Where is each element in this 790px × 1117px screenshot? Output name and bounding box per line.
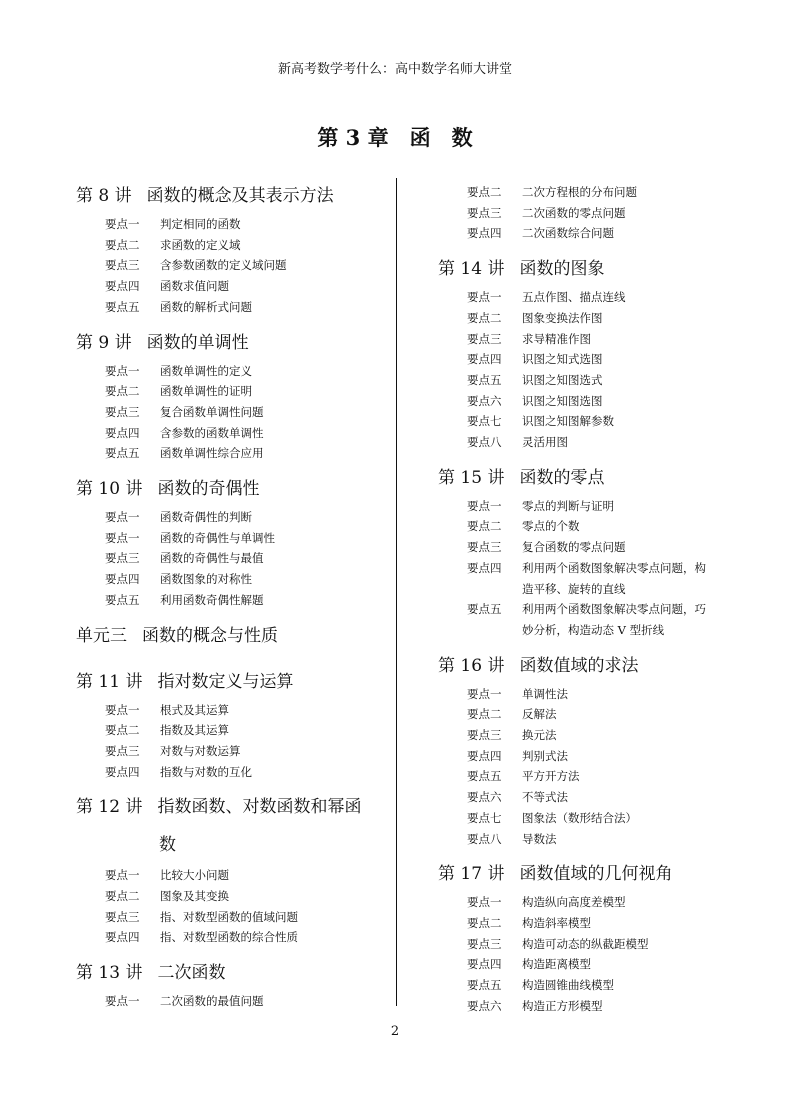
lecture-section <box>438 652 758 857</box>
key-point-item[interactable] <box>438 537 758 558</box>
key-point-text: 利用两个函数图象解决零点问题，巧 <box>522 602 706 617</box>
lecture-title: 函数的图象 <box>519 259 605 280</box>
key-point-item[interactable] <box>438 411 758 432</box>
key-point-label: 要点四 <box>105 425 140 440</box>
section-gap <box>76 782 386 789</box>
lecture-title-continuation: 数 <box>159 835 176 856</box>
section-gap <box>438 849 758 856</box>
key-point-item[interactable] <box>76 214 386 235</box>
key-points-list <box>438 287 758 453</box>
key-point-item[interactable] <box>438 746 758 767</box>
lecture-heading[interactable] <box>438 255 758 283</box>
key-point-item[interactable] <box>76 907 386 928</box>
lecture-number: 第 14 讲 <box>438 259 505 280</box>
lecture-section <box>76 475 386 618</box>
key-points-list <box>76 991 386 1012</box>
lecture-section <box>76 793 386 955</box>
key-point-text: 函数的奇偶性与最值 <box>160 551 264 566</box>
key-point-item[interactable] <box>76 528 386 549</box>
key-point-continuation <box>438 579 758 600</box>
key-point-continuation <box>438 620 758 641</box>
key-point-item[interactable] <box>76 297 386 318</box>
key-point-item[interactable] <box>438 996 758 1017</box>
key-point-label: 要点四 <box>105 279 140 294</box>
key-point-item[interactable] <box>438 808 758 829</box>
key-point-label: 要点三 <box>105 909 140 924</box>
key-point-item[interactable] <box>438 391 758 412</box>
key-point-item[interactable] <box>438 684 758 705</box>
key-point-item[interactable] <box>76 741 386 762</box>
key-point-label: 要点三 <box>467 728 502 743</box>
key-point-item[interactable] <box>438 913 758 934</box>
key-point-item[interactable] <box>438 934 758 955</box>
key-point-item[interactable] <box>76 235 386 256</box>
key-points-list <box>438 496 758 641</box>
key-point-item[interactable] <box>438 787 758 808</box>
key-point-text: 换元法 <box>522 728 557 743</box>
key-point-item[interactable] <box>438 370 758 391</box>
key-point-item[interactable] <box>76 590 386 611</box>
key-point-item[interactable] <box>438 182 758 203</box>
lecture-number: 第 8 讲 <box>76 186 132 206</box>
lecture-section <box>76 668 386 790</box>
right-column <box>438 182 758 1021</box>
key-point-text: 识图之知图选图 <box>522 393 603 408</box>
key-point-text: 识图之知图解参数 <box>522 414 614 429</box>
key-point-text: 函数求值问题 <box>160 279 229 294</box>
key-point-item[interactable] <box>76 569 386 590</box>
key-point-label: 要点八 <box>467 435 502 450</box>
key-point-label: 要点二 <box>105 723 140 738</box>
key-points-list <box>438 684 758 850</box>
key-point-label: 要点七 <box>467 810 502 825</box>
key-points-list <box>76 865 386 948</box>
key-point-label: 要点三 <box>467 936 502 951</box>
key-point-item[interactable] <box>76 886 386 907</box>
key-point-text: 根式及其运算 <box>160 702 229 717</box>
key-point-label: 要点一 <box>105 702 140 717</box>
key-point-item[interactable] <box>438 496 758 517</box>
key-point-item[interactable] <box>76 991 386 1012</box>
key-point-label: 要点二 <box>105 889 140 904</box>
key-points-list <box>76 700 386 783</box>
key-point-text: 函数的解析式问题 <box>160 299 252 314</box>
key-point-label: 要点五 <box>105 299 140 314</box>
lecture-heading[interactable] <box>76 622 386 650</box>
key-point-label: 要点五 <box>105 592 140 607</box>
lecture-number: 第 15 讲 <box>438 467 505 488</box>
key-point-item[interactable] <box>438 725 758 746</box>
key-point-label: 要点三 <box>105 743 140 758</box>
lecture-title: 函数的单调性 <box>146 332 249 353</box>
lecture-title: 函数的奇偶性 <box>157 479 260 500</box>
key-point-item[interactable] <box>76 762 386 783</box>
section-gap <box>438 244 758 251</box>
lecture-section <box>76 182 386 325</box>
lecture-section <box>76 959 386 1012</box>
lecture-heading[interactable] <box>438 860 758 888</box>
key-point-text: 构造圆锥曲线模型 <box>522 978 614 993</box>
key-points-list <box>76 214 386 318</box>
key-point-label: 要点四 <box>467 560 502 575</box>
key-point-label: 要点二 <box>105 384 140 399</box>
lecture-title: 函数的概念与性质 <box>142 625 278 646</box>
key-point-item[interactable] <box>438 223 758 244</box>
section-gap <box>76 948 386 955</box>
lecture-heading[interactable] <box>76 668 386 696</box>
section-gap <box>438 453 758 460</box>
key-point-label: 要点一 <box>105 217 140 231</box>
key-point-label: 要点二 <box>467 310 502 325</box>
key-point-label: 要点三 <box>467 331 502 346</box>
key-point-text: 构造距离模型 <box>522 957 591 972</box>
key-points-list <box>438 182 758 244</box>
key-point-label: 要点一 <box>105 530 140 545</box>
key-point-text: 比较大小问题 <box>160 868 229 883</box>
key-point-text: 指、对数型函数的值域问题 <box>160 909 298 924</box>
section-gap <box>76 318 386 325</box>
key-point-label: 要点一 <box>467 290 502 305</box>
key-point-item[interactable] <box>438 829 758 850</box>
section-gap <box>438 641 758 648</box>
key-point-label: 要点五 <box>467 978 502 993</box>
key-point-item[interactable] <box>76 381 386 402</box>
lecture-heading[interactable] <box>76 793 386 821</box>
key-point-text: 函数单调性综合应用 <box>160 446 264 461</box>
lecture-section <box>438 182 758 251</box>
key-point-text: 判定相同的函数 <box>160 217 241 231</box>
key-point-text: 函数的奇偶性与单调性 <box>160 530 275 545</box>
key-point-item[interactable] <box>438 599 758 620</box>
lecture-section <box>438 255 758 460</box>
key-point-text: 二次函数的零点问题 <box>522 205 626 220</box>
key-point-label: 要点三 <box>467 205 502 220</box>
key-point-text: 对数与对数运算 <box>160 743 241 758</box>
key-points-list <box>76 361 386 465</box>
key-point-text: 利用函数奇偶性解题 <box>160 592 264 607</box>
lecture-heading[interactable] <box>438 652 758 680</box>
key-point-text: 二次函数综合问题 <box>522 226 614 241</box>
lecture-title: 函数的概念及其表示方法 <box>146 186 334 206</box>
lecture-number: 第 17 讲 <box>438 864 505 885</box>
lecture-number: 第 9 讲 <box>76 332 132 353</box>
key-point-text: 二次方程根的分布问题 <box>522 185 637 199</box>
lecture-heading[interactable] <box>76 475 386 503</box>
key-point-item[interactable] <box>438 203 758 224</box>
key-point-text: 构造正方形模型 <box>522 998 603 1013</box>
lecture-title: 二次函数 <box>157 963 226 984</box>
key-points-list <box>438 892 758 1016</box>
key-point-label: 要点五 <box>105 446 140 461</box>
key-point-label: 要点二 <box>467 915 502 930</box>
key-point-item[interactable] <box>438 766 758 787</box>
lecture-heading[interactable] <box>438 464 758 492</box>
key-point-label: 要点四 <box>105 572 140 587</box>
indent-spacer <box>467 620 522 641</box>
lecture-number: 第 12 讲 <box>76 797 143 818</box>
key-point-text: 平方开方法 <box>522 769 580 784</box>
indent-spacer <box>467 579 522 600</box>
key-point-item[interactable] <box>76 402 386 423</box>
column-divider <box>396 178 397 1006</box>
lecture-title: 指数函数、对数函数和幂函 <box>157 797 362 818</box>
key-point-item[interactable] <box>438 329 758 350</box>
key-point-item[interactable] <box>438 432 758 453</box>
key-point-text: 五点作图、描点连线 <box>522 290 626 305</box>
key-point-text-continuation: 造平移、旋转的直线 <box>522 581 626 596</box>
key-point-label: 要点二 <box>105 237 140 252</box>
key-point-item[interactable] <box>76 276 386 297</box>
key-point-text: 函数单调性的定义 <box>160 363 252 378</box>
section-gap <box>76 654 386 664</box>
key-point-item[interactable] <box>438 558 758 579</box>
key-point-text: 函数图象的对称性 <box>160 572 252 587</box>
key-point-item[interactable] <box>76 255 386 276</box>
key-point-item[interactable] <box>76 865 386 886</box>
key-point-text: 零点的判断与证明 <box>522 498 614 513</box>
key-point-text: 图象变换法作图 <box>522 310 603 325</box>
page-number: 2 <box>390 1024 400 1039</box>
key-points-list <box>76 507 386 611</box>
key-point-text: 不等式法 <box>522 790 568 805</box>
lecture-section <box>438 860 758 1016</box>
lecture-title: 函数的零点 <box>519 467 605 488</box>
key-point-item[interactable] <box>76 507 386 528</box>
lecture-number: 单元三 <box>76 625 127 646</box>
key-point-text: 构造可动态的纵截距模型 <box>522 936 649 951</box>
key-point-text: 构造纵向高度差模型 <box>522 895 626 910</box>
key-point-text: 识图之知图选式 <box>522 372 603 387</box>
key-point-text: 单调性法 <box>522 686 568 701</box>
key-point-item[interactable] <box>76 423 386 444</box>
key-point-label: 要点一 <box>105 363 140 378</box>
key-point-label: 要点七 <box>467 414 502 429</box>
key-point-text: 二次函数的最值问题 <box>160 994 264 1009</box>
lecture-number: 第 16 讲 <box>438 655 505 676</box>
key-point-text: 识图之知式选图 <box>522 352 603 367</box>
key-point-text: 指数及其运算 <box>160 723 229 738</box>
lecture-title: 函数值域的几何视角 <box>519 864 673 885</box>
key-point-label: 要点三 <box>105 404 140 419</box>
key-point-text: 复合函数的零点问题 <box>522 540 626 555</box>
key-point-item[interactable] <box>76 443 386 464</box>
chapter-title: 第 3 章 函 数 <box>317 125 473 150</box>
key-point-label: 要点二 <box>467 519 502 534</box>
key-point-text: 复合函数单调性问题 <box>160 404 264 419</box>
section-gap <box>76 464 386 471</box>
key-point-label: 要点六 <box>467 790 502 805</box>
lecture-heading[interactable] <box>76 329 386 357</box>
key-point-item[interactable] <box>76 720 386 741</box>
lecture-heading[interactable] <box>76 959 386 987</box>
key-point-text: 导数法 <box>522 831 557 846</box>
key-point-text: 灵活用图 <box>522 435 568 450</box>
key-point-label: 要点六 <box>467 393 502 408</box>
key-point-item[interactable] <box>76 927 386 948</box>
lecture-title: 指对数定义与运算 <box>157 671 294 692</box>
key-point-text: 求函数的定义域 <box>160 237 241 252</box>
key-point-label: 要点五 <box>467 602 502 617</box>
key-point-item[interactable] <box>76 700 386 721</box>
key-point-label: 要点四 <box>467 352 502 367</box>
key-point-label: 要点一 <box>467 498 502 513</box>
key-point-label: 要点五 <box>467 769 502 784</box>
lecture-title: 函数值域的求法 <box>519 655 639 676</box>
key-point-label: 要点四 <box>105 764 140 779</box>
key-point-label: 要点四 <box>467 957 502 972</box>
key-point-item[interactable] <box>438 892 758 913</box>
key-point-item[interactable] <box>76 548 386 569</box>
left-column <box>76 182 386 1016</box>
key-point-label: 要点四 <box>467 226 502 241</box>
key-point-text: 利用两个函数图象解决零点问题，构 <box>522 560 706 575</box>
key-point-text: 含参数的函数单调性 <box>160 425 264 440</box>
key-point-label: 要点四 <box>105 930 140 945</box>
key-point-label: 要点三 <box>105 258 140 273</box>
lecture-section <box>76 622 386 664</box>
lecture-section <box>438 464 758 648</box>
key-point-text: 反解法 <box>522 707 557 722</box>
running-header: 新高考数学考什么：高中数学名师大讲堂 <box>277 62 512 77</box>
key-point-label: 要点三 <box>467 540 502 555</box>
key-point-label: 要点一 <box>467 686 502 701</box>
key-point-text: 指、对数型函数的综合性质 <box>160 930 298 945</box>
key-point-label: 要点八 <box>467 831 502 846</box>
key-point-item[interactable] <box>438 954 758 975</box>
key-point-label: 要点四 <box>467 748 502 763</box>
section-gap <box>76 611 386 618</box>
key-point-text: 求导精准作图 <box>522 331 591 346</box>
lecture-number: 第 13 讲 <box>76 963 143 984</box>
key-point-text: 判别式法 <box>522 748 568 763</box>
key-point-label: 要点一 <box>467 895 502 910</box>
lecture-section <box>76 329 386 472</box>
key-point-text: 函数单调性的证明 <box>160 384 252 399</box>
key-point-item[interactable] <box>438 704 758 725</box>
key-point-label: 要点六 <box>467 998 502 1013</box>
key-point-item[interactable] <box>438 349 758 370</box>
key-point-label: 要点一 <box>105 510 140 525</box>
key-point-label: 要点一 <box>105 994 140 1009</box>
key-point-item[interactable] <box>438 287 758 308</box>
key-point-text: 图象及其变换 <box>160 889 229 904</box>
key-point-text: 函数奇偶性的判断 <box>160 510 252 525</box>
key-point-text: 含参数函数的定义域问题 <box>160 258 287 273</box>
key-point-item[interactable] <box>438 308 758 329</box>
key-point-label: 要点三 <box>105 551 140 566</box>
key-point-text: 图象法（数形结合法） <box>522 810 637 825</box>
key-point-label: 要点二 <box>467 185 502 199</box>
key-point-text: 指数与对数的互化 <box>160 764 252 779</box>
key-point-text-continuation: 妙分析，构造动态 V 型折线 <box>522 622 665 637</box>
key-point-label: 要点二 <box>467 707 502 722</box>
key-point-label: 要点五 <box>467 372 502 387</box>
lecture-number: 第 11 讲 <box>76 671 143 692</box>
lecture-number: 第 10 讲 <box>76 479 143 500</box>
key-point-item[interactable] <box>438 975 758 996</box>
key-point-label: 要点一 <box>105 868 140 883</box>
key-point-text: 零点的个数 <box>522 519 580 534</box>
key-point-item[interactable] <box>76 361 386 382</box>
key-point-item[interactable] <box>438 516 758 537</box>
lecture-heading[interactable] <box>76 182 386 210</box>
key-point-text: 构造斜率模型 <box>522 915 591 930</box>
